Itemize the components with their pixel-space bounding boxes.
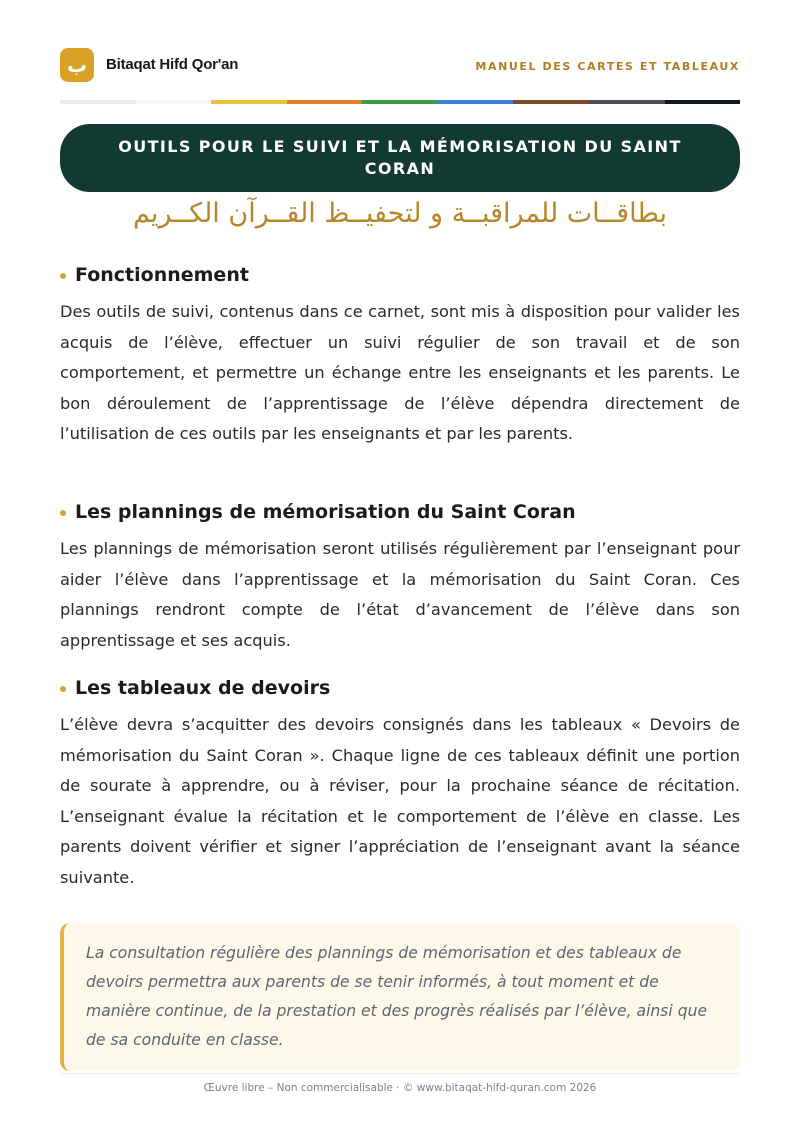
section-tableaux bbox=[60, 674, 740, 893]
section-fonctionnement bbox=[60, 261, 740, 450]
stripe-segment bbox=[211, 100, 287, 104]
bullet-icon bbox=[60, 510, 66, 516]
note-text: La consultation régulière des plannings de mémorisation et des tableaux de devoirs permettra aux parents de se tenir informés, à tout moment et de manière continue, de la prestation et des progrès réalisés par l’élève, ainsi que de sa conduite en classe. bbox=[86, 944, 708, 1049]
stripe-segment bbox=[60, 100, 136, 104]
stripe-segment bbox=[362, 100, 438, 104]
section-heading bbox=[60, 498, 740, 528]
brand-name: Bitaqat Hifd Qor'an bbox=[106, 56, 239, 73]
bullet-icon bbox=[60, 686, 66, 692]
footer-text: Œuvre libre – Non commercialisable · © www.bitaqat-hifd-quran.com 2026 bbox=[203, 1082, 597, 1094]
color-stripe bbox=[60, 100, 740, 104]
section-paragraph: Les plannings de mémorisation seront utilisés régulièrement par l’enseignant pour aider l’élève dans l’apprentissage et la mémorisation du Saint Coran. Ces plannings rendront compte de l’état d’avancement de l’élève dans son apprentissage et ses acquis. bbox=[60, 539, 740, 650]
stripe-segment bbox=[589, 100, 665, 104]
footer-divider bbox=[60, 1073, 740, 1074]
stripe-segment bbox=[438, 100, 514, 104]
stripe-segment bbox=[136, 100, 212, 104]
section-heading bbox=[60, 674, 740, 704]
page-title: OUTILS POUR LE SUIVI ET LA MÉMORISATION DU SAINT CORAN bbox=[118, 137, 682, 178]
section-plannings bbox=[60, 498, 740, 656]
info-note bbox=[60, 923, 740, 1071]
section-title: Les tableaux de devoirs bbox=[75, 677, 331, 699]
stripe-segment bbox=[287, 100, 363, 104]
section-paragraph: Des outils de suivi, contenus dans ce carnet, sont mis à disposition pour valider les acquis de l’élève, effectuer un suivi régulier de son travail et de son comportement, et permettre un échange entre les enseignants et les parents. Le bon déroulement de l’apprentissage de l’élève dépendra directement de l’utilisation de ces outils par les enseignants et par les parents. bbox=[60, 302, 740, 443]
section-title: Fonctionnement bbox=[75, 264, 249, 286]
page-header bbox=[60, 48, 740, 84]
bullet-icon bbox=[60, 273, 66, 279]
stripe-segment bbox=[513, 100, 589, 104]
section-paragraph: L’élève devra s’acquitter des devoirs consignés dans les tableaux « Devoirs de mémorisation du Saint Coran ». Chaque ligne de ces tableaux définit une portion de sourate à apprendre, ou à réviser, pour la prochaine séance de récitation. L’enseignant évalue la récitation et le comportement de l’élève en classe. Les parents doivent vérifier et signer l’appréciation de l’enseignant avant la séance suivante. bbox=[60, 715, 740, 887]
section-title: Les plannings de mémorisation du Saint Coran bbox=[75, 501, 576, 523]
title-banner bbox=[60, 124, 740, 192]
arabic-subtitle: بطاقــات للمراقبــة و لتحفيــظ القــرآن الكــريم bbox=[132, 198, 668, 229]
stripe-segment bbox=[665, 100, 741, 104]
logo-icon: ب bbox=[60, 48, 94, 82]
section-heading bbox=[60, 261, 740, 291]
manual-label: MANUEL DES CARTES ET TABLEAUX bbox=[475, 60, 740, 73]
